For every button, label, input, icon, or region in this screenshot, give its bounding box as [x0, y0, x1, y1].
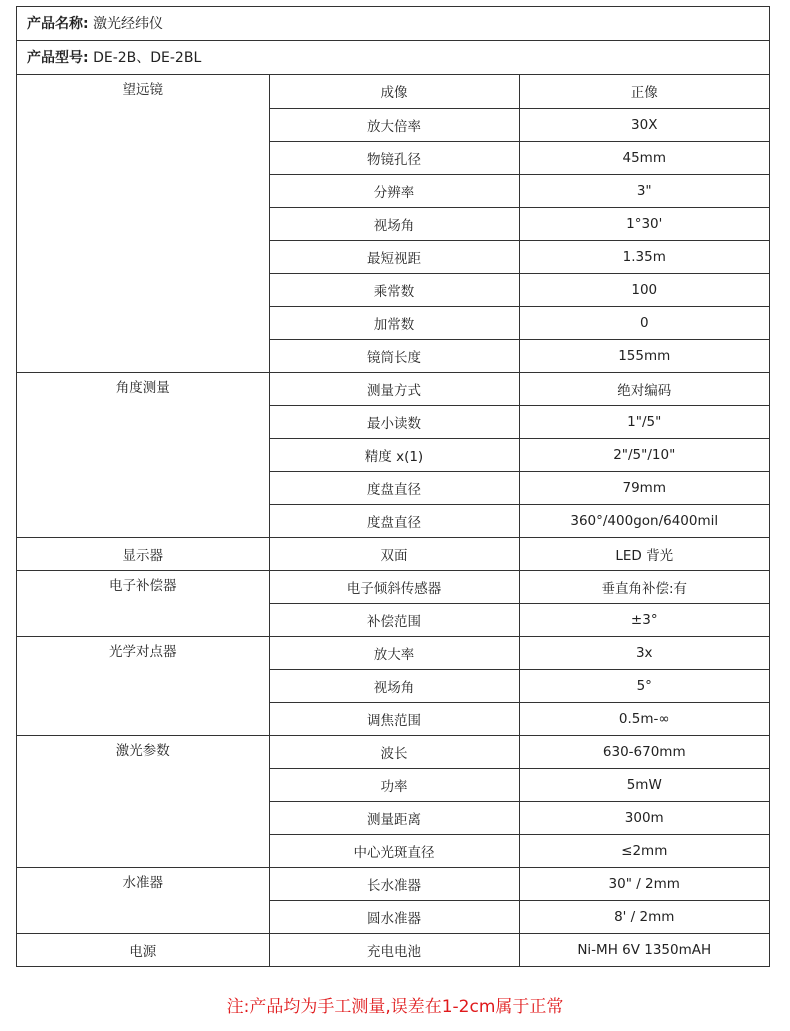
value-cell: 630-670mm	[519, 735, 769, 768]
group-name-cell: 光学对点器	[17, 636, 269, 735]
value-cell: 155mm	[519, 339, 769, 372]
value-cell: 30X	[519, 108, 769, 141]
table-row	[17, 636, 769, 669]
spec-table	[17, 75, 769, 966]
table-row	[17, 735, 769, 768]
param-cell: 镜筒长度	[269, 339, 519, 372]
param-cell: 分辨率	[269, 174, 519, 207]
group-name-cell: 望远镜	[17, 75, 269, 372]
value-cell: 79mm	[519, 471, 769, 504]
table-row	[17, 537, 769, 570]
product-name-value: 激光经纬仪	[93, 16, 164, 32]
param-cell: 补偿范围	[269, 603, 519, 636]
param-cell: 最短视距	[269, 240, 519, 273]
value-cell: 5mW	[519, 768, 769, 801]
param-cell: 度盘直径	[269, 471, 519, 504]
param-cell: 放大倍率	[269, 108, 519, 141]
table-row	[17, 867, 769, 900]
table-row	[17, 933, 769, 966]
table-row	[17, 75, 769, 108]
value-cell: 300m	[519, 801, 769, 834]
value-cell: 1"/5"	[519, 405, 769, 438]
param-cell: 视场角	[269, 669, 519, 702]
value-cell: 360°/400gon/6400mil	[519, 504, 769, 537]
param-cell: 放大率	[269, 636, 519, 669]
param-cell: 圆水准器	[269, 900, 519, 933]
value-cell: ≤2mm	[519, 834, 769, 867]
param-cell: 物镜孔径	[269, 141, 519, 174]
value-cell: 垂直角补偿:有	[519, 570, 769, 603]
value-cell: 3x	[519, 636, 769, 669]
param-cell: 充电电池	[269, 933, 519, 966]
value-cell: 3"	[519, 174, 769, 207]
param-cell: 乘常数	[269, 273, 519, 306]
param-cell: 中心光斑直径	[269, 834, 519, 867]
param-cell: 最小读数	[269, 405, 519, 438]
product-name-label: 产品名称:	[27, 16, 89, 32]
param-cell: 功率	[269, 768, 519, 801]
param-cell: 度盘直径	[269, 504, 519, 537]
table-row	[17, 570, 769, 603]
group-name-cell: 激光参数	[17, 735, 269, 867]
param-cell: 波长	[269, 735, 519, 768]
value-cell: 绝对编码	[519, 372, 769, 405]
group-name-cell: 角度测量	[17, 372, 269, 537]
value-cell: 45mm	[519, 141, 769, 174]
product-name-row	[17, 7, 769, 41]
group-name-cell: 显示器	[17, 537, 269, 570]
value-cell: Ni-MH 6V 1350mAH	[519, 933, 769, 966]
value-cell: ±3°	[519, 603, 769, 636]
value-cell: 1.35m	[519, 240, 769, 273]
param-cell: 调焦范围	[269, 702, 519, 735]
param-cell: 成像	[269, 75, 519, 108]
value-cell: 30" / 2mm	[519, 867, 769, 900]
group-name-cell: 水准器	[17, 867, 269, 933]
product-model-label: 产品型号:	[27, 50, 89, 66]
param-cell: 精度 x(1)	[269, 438, 519, 471]
value-cell: 100	[519, 273, 769, 306]
param-cell: 长水准器	[269, 867, 519, 900]
table-row	[17, 372, 769, 405]
value-cell: 正像	[519, 75, 769, 108]
measurement-note: 注:产品均为手工测量,误差在1-2cm属于正常	[226, 997, 564, 1017]
value-cell: LED 背光	[519, 537, 769, 570]
param-cell: 测量方式	[269, 372, 519, 405]
value-cell: 0.5m-∞	[519, 702, 769, 735]
param-cell: 电子倾斜传感器	[269, 570, 519, 603]
group-name-cell: 电子补偿器	[17, 570, 269, 636]
param-cell: 测量距离	[269, 801, 519, 834]
param-cell: 视场角	[269, 207, 519, 240]
value-cell: 5°	[519, 669, 769, 702]
param-cell: 双面	[269, 537, 519, 570]
value-cell: 2"/5"/10"	[519, 438, 769, 471]
product-model-value: DE-2B、DE-2BL	[93, 50, 202, 66]
group-name-cell: 电源	[17, 933, 269, 966]
param-cell: 加常数	[269, 306, 519, 339]
product-model-row	[17, 41, 769, 75]
value-cell: 1°30'	[519, 207, 769, 240]
value-cell: 8' / 2mm	[519, 900, 769, 933]
value-cell: 0	[519, 306, 769, 339]
spec-sheet	[16, 6, 770, 967]
